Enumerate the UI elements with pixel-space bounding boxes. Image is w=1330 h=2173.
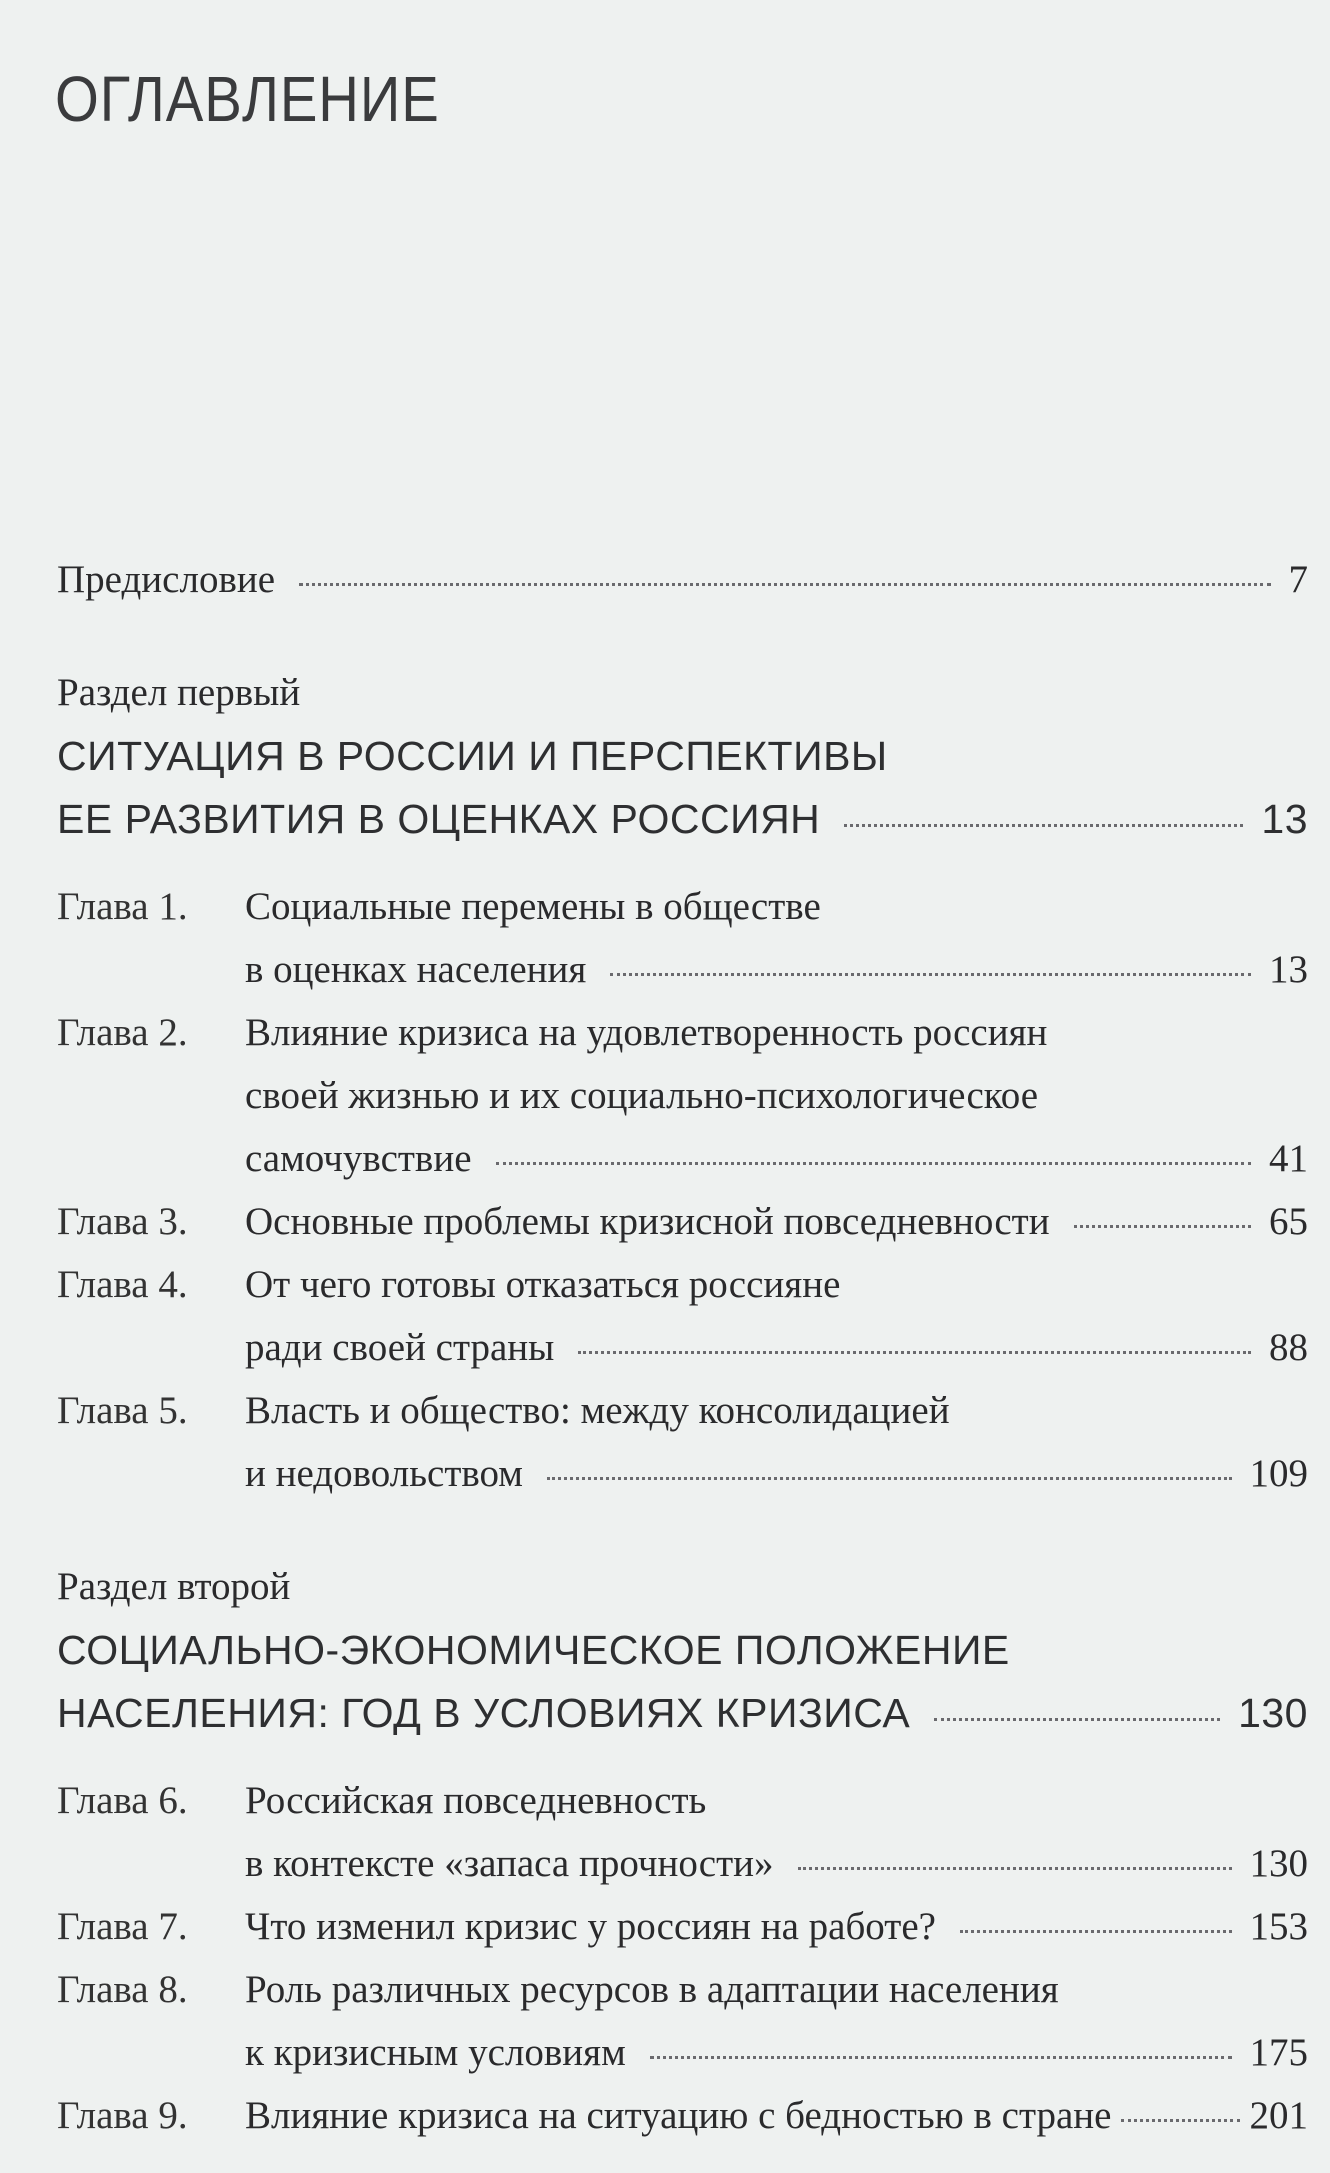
- section-label: Раздел второй: [57, 1565, 291, 1608]
- toc-title: ОГЛАВЛЕНИЕ: [55, 63, 440, 135]
- toc-chapter-6-cont[interactable]: [57, 1834, 1308, 1894]
- chapter-title: Роль различных ресурсов в адаптации населения: [245, 1968, 1059, 2011]
- toc-chapter-1-cont[interactable]: [57, 940, 1308, 1000]
- chapter-title: Российская повседневность: [245, 1779, 707, 1822]
- dot-leader: [844, 824, 1243, 827]
- toc-chapter-5[interactable]: [57, 1381, 1308, 1441]
- chapter-label: Глава 8.: [57, 1968, 188, 2011]
- dot-leader: [798, 1867, 1232, 1870]
- section-title[interactable]: НАСЕЛЕНИЯ: ГОД В УСЛОВИЯХ КРИЗИСА 130: [57, 1683, 1308, 1743]
- dot-leader: [496, 1162, 1251, 1165]
- toc-chapter-8-cont[interactable]: [57, 2023, 1308, 2083]
- chapter-title: и недовольством: [245, 1452, 523, 1495]
- toc-chapter-3[interactable]: [57, 1192, 1308, 1252]
- page-number: 130: [1238, 1690, 1308, 1736]
- chapter-title: ради своей страны: [245, 1326, 555, 1369]
- chapter-title: самочувствие: [245, 1137, 472, 1180]
- page-number: 201: [1249, 2094, 1308, 2137]
- chapter-label: Глава 5.: [57, 1389, 188, 1432]
- chapter-title: Власть и общество: между консолидацией: [245, 1389, 950, 1432]
- section-title[interactable]: СОЦИАЛЬНО-ЭКОНОМИЧЕСКОЕ ПОЛОЖЕНИЕ: [57, 1627, 1010, 1673]
- toc-chapter-2-cont[interactable]: [57, 1129, 1308, 1189]
- page-number: 13: [1261, 796, 1308, 842]
- toc-chapter-1[interactable]: [57, 877, 1308, 937]
- chapter-label: Глава 1.: [57, 885, 188, 928]
- dot-leader: [1074, 1225, 1251, 1228]
- dot-leader: [547, 1477, 1232, 1480]
- dot-leader: [610, 973, 1251, 976]
- dot-leader: [299, 583, 1270, 586]
- toc-chapter-9[interactable]: [57, 2086, 1308, 2146]
- toc-entry-preface[interactable]: [57, 550, 1308, 610]
- chapter-label: Глава 4.: [57, 1263, 188, 1306]
- toc-chapter-8[interactable]: [57, 1960, 1308, 2020]
- page-number: 153: [1249, 1905, 1308, 1948]
- chapter-title: Что изменил кризис у россиян на работе?: [245, 1905, 936, 1948]
- page-number: 88: [1269, 1326, 1308, 1369]
- chapter-label: Глава 2.: [57, 1011, 188, 1054]
- dot-leader: [578, 1351, 1251, 1354]
- section-label: Раздел первый: [57, 671, 301, 714]
- dot-leader: [960, 1930, 1232, 1933]
- toc-chapter-4-cont[interactable]: [57, 1318, 1308, 1378]
- page-number: 65: [1269, 1200, 1308, 1243]
- dot-leader: [934, 1718, 1220, 1721]
- chapter-title: Основные проблемы кризисной повседневности: [245, 1200, 1050, 1243]
- chapter-title: Социальные перемены в обществе: [245, 885, 821, 928]
- chapter-title: к кризисным условиям: [245, 2031, 626, 2074]
- toc-chapter-6[interactable]: [57, 1771, 1308, 1831]
- dot-leader: [1121, 2119, 1239, 2122]
- chapter-label: Глава 9.: [57, 2094, 188, 2137]
- dot-leader: [650, 2056, 1232, 2059]
- page-number: 7: [1288, 558, 1308, 601]
- section-title[interactable]: СИТУАЦИЯ В РОССИИ И ПЕРСПЕКТИВЫ: [57, 733, 888, 779]
- chapter-title: своей жизнью и их социально-психологическое: [245, 1074, 1039, 1117]
- page-number: 13: [1269, 948, 1308, 991]
- toc-chapter-2-cont[interactable]: [57, 1066, 1308, 1126]
- chapter-label: Глава 6.: [57, 1779, 188, 1822]
- page-number: 175: [1249, 2031, 1308, 2074]
- entry-text: Предисловие: [57, 558, 276, 601]
- toc-chapter-5-cont[interactable]: [57, 1444, 1308, 1504]
- page-number: 109: [1249, 1452, 1308, 1495]
- chapter-title: Влияние кризиса на ситуацию с бедностью в стране: [245, 2094, 1112, 2137]
- chapter-title: в оценках населения: [245, 948, 587, 991]
- section-title[interactable]: ЕЕ РАЗВИТИЯ В ОЦЕНКАХ РОССИЯН 13: [57, 789, 1308, 849]
- chapter-label: Глава 3.: [57, 1200, 188, 1243]
- chapter-label: Глава 7.: [57, 1905, 188, 1948]
- chapter-title: От чего готовы отказаться россияне: [245, 1263, 841, 1306]
- page-number: 130: [1249, 1842, 1308, 1885]
- chapter-title: Влияние кризиса на удовлетворенность россиян: [245, 1011, 1048, 1054]
- toc-chapter-2[interactable]: [57, 1003, 1308, 1063]
- toc-chapter-7[interactable]: [57, 1897, 1308, 1957]
- toc-chapter-4[interactable]: [57, 1255, 1308, 1315]
- chapter-title: в контексте «запаса прочности»: [245, 1842, 774, 1885]
- page-number: 41: [1269, 1137, 1308, 1180]
